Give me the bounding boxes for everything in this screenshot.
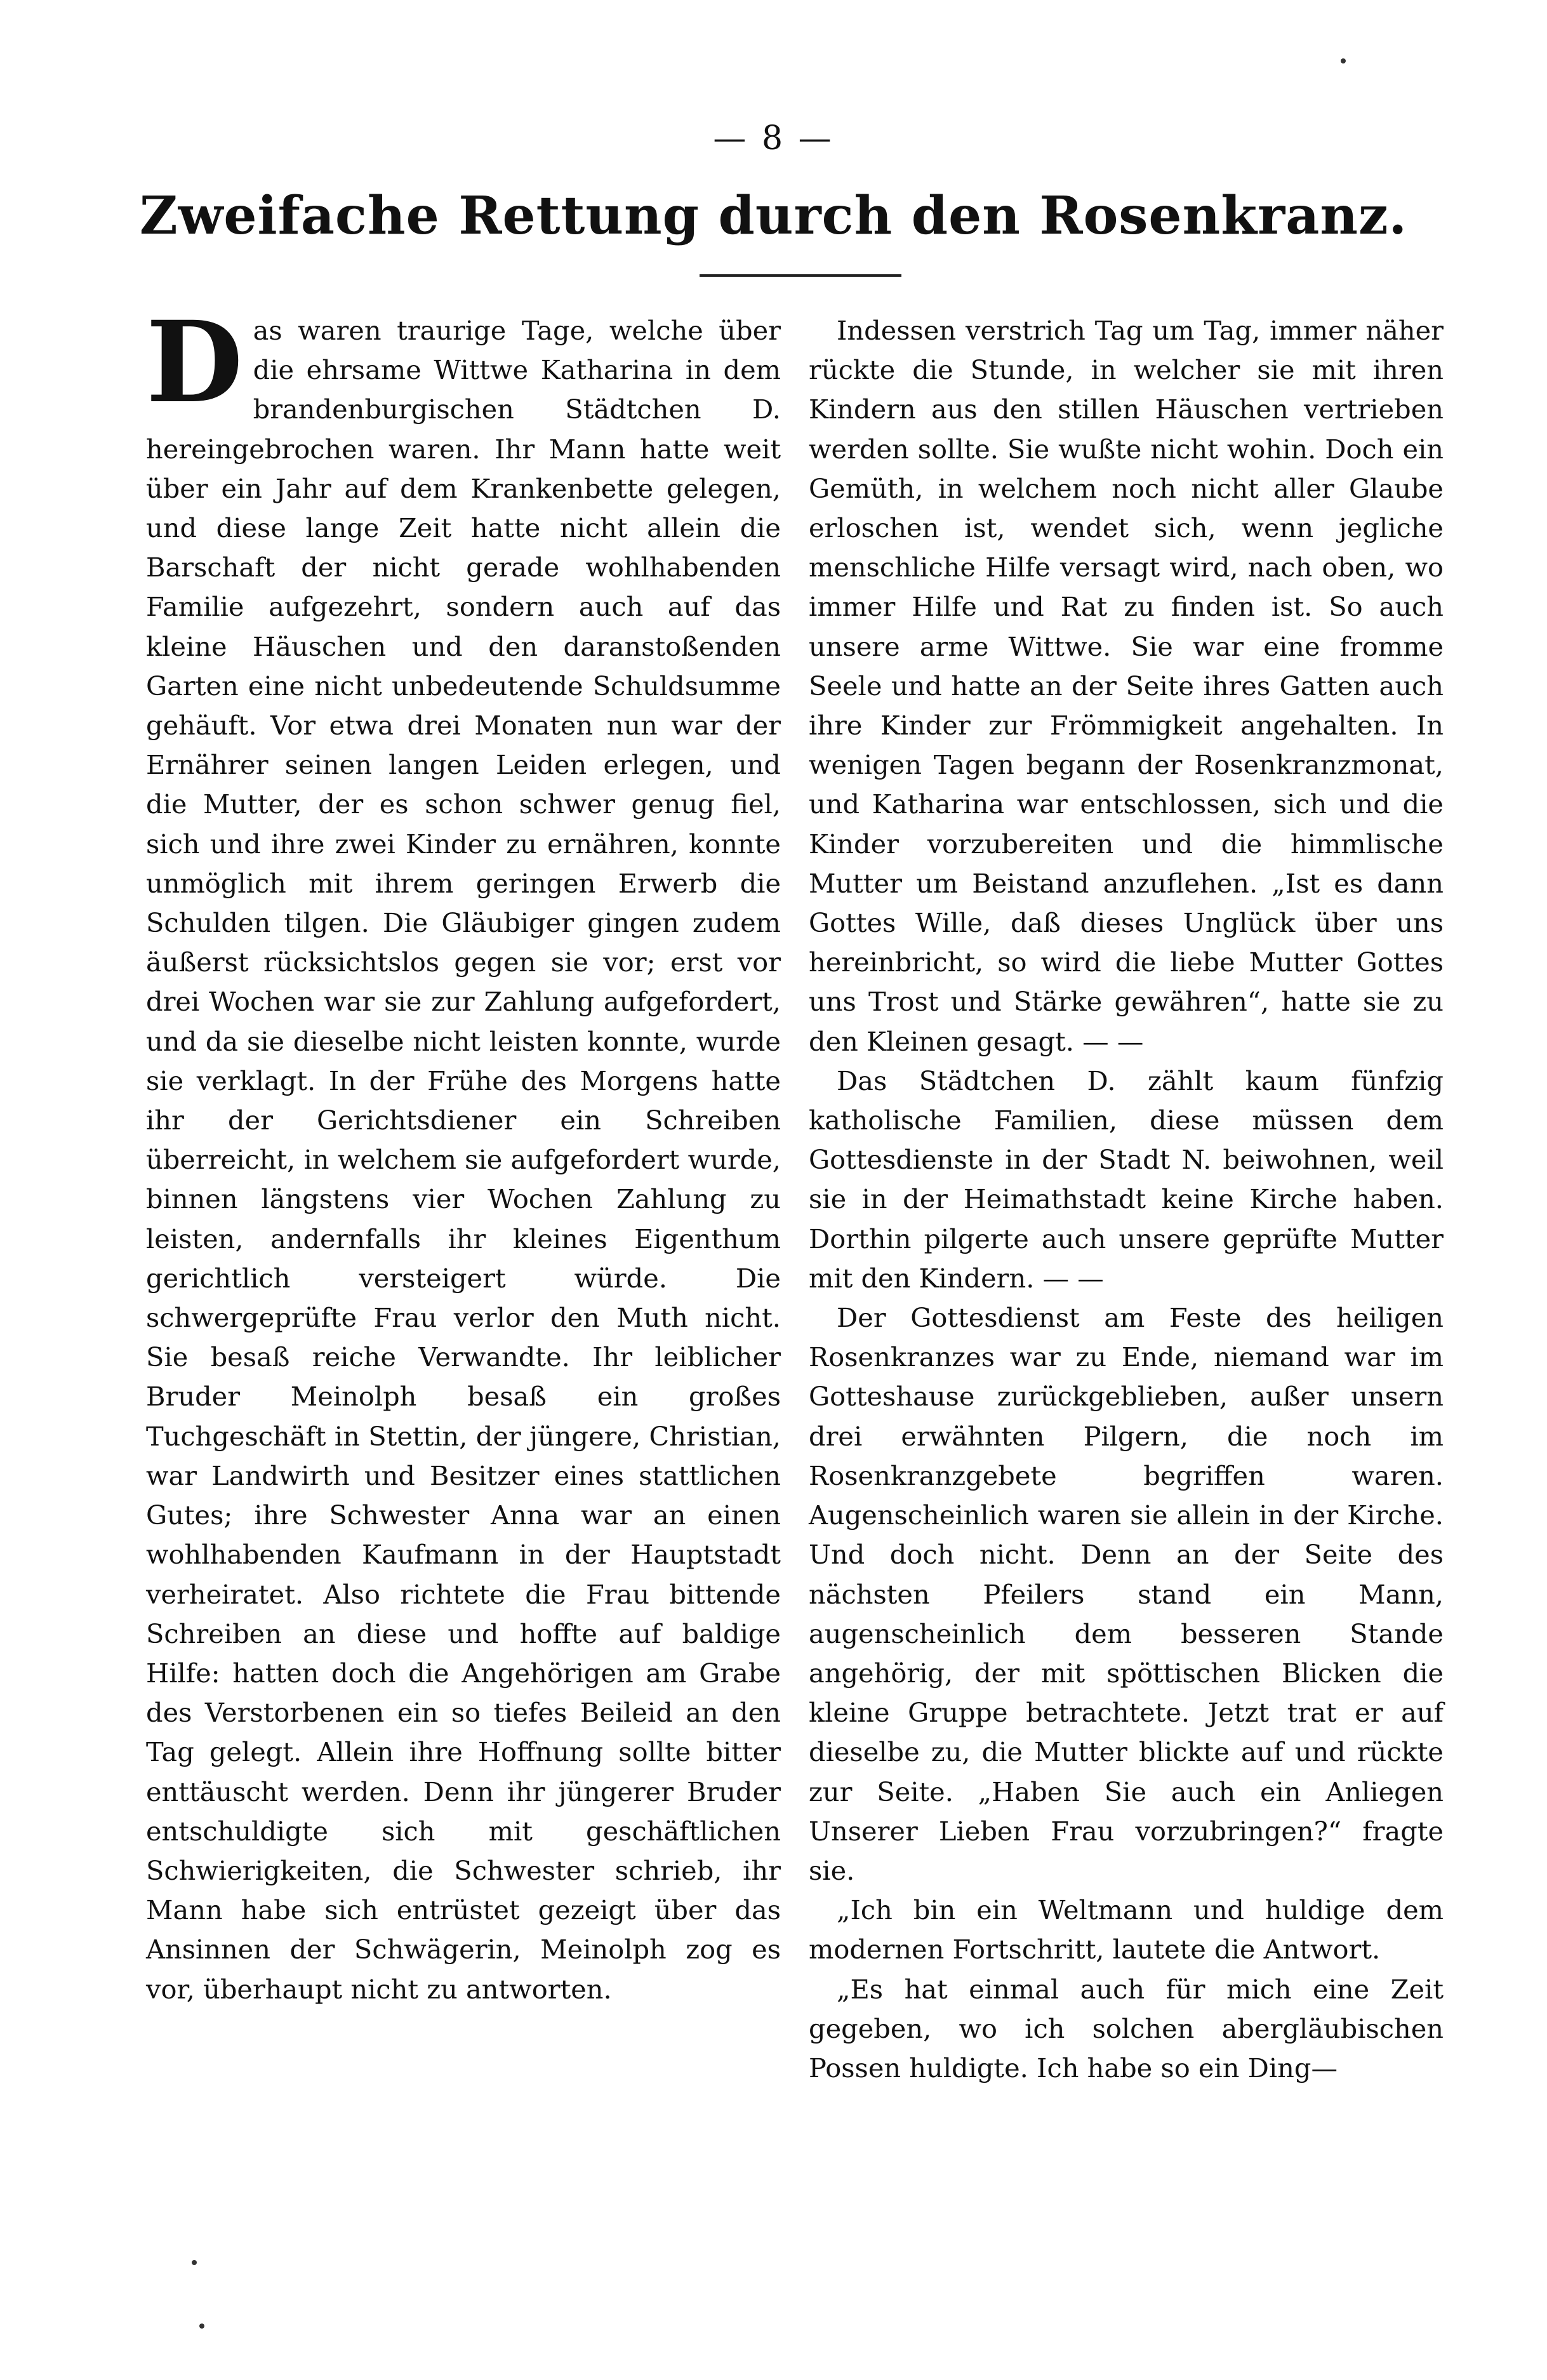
print-speck	[1341, 58, 1346, 63]
right-paragraph-3: Der Gottesdienst am Feste des heiligen Rosenkranzes war zu Ende, niemand war im Gotteshause zurückgeblieben, außer unsern drei erwähnten Pilgern, die noch im Rosenkranzgebete begriffen waren. Augenscheinlich waren sie allein in der Kirche. Und doch nicht. Denn an der Seite des nächsten Pfeilers stand ein Mann, augenscheinlich dem besseren Stande angehörig, der mit spöttischen Blicken die kleine Gruppe betrachtete. Jetzt trat er auf dieselbe zu, die Mutter blickte auf und rückte zur Seite. „Haben Sie auch ein Anliegen Unserer Lieben Frau vorzubringen?“ fragte sie.	[809, 1302, 1444, 1886]
right-paragraph-2: Das Städtchen D. zählt kaum fünfzig katholische Familien, diese müssen dem Gottesdienste in der Stadt N. beiwohnen, weil sie in der Heimathstadt keine Kirche haben. Dorthin pilgerte auch unsere geprüfte Mutter mit den Kindern. — —	[809, 1065, 1444, 1294]
print-speck	[192, 2260, 197, 2265]
right-paragraph-4: „Ich bin ein Weltmann und huldige dem modernen Fortschritt, lautete die Antwort.	[809, 1894, 1444, 1965]
right-paragraph-1: Indessen verstrich Tag um Tag, immer näher rückte die Stunde, in welcher sie mit ihren Kindern aus den stillen Häuschen vertrieben werden sollte. Sie wußte nicht wohin. Doch ein Gemüth, in welchem noch nicht aller Glaube erloschen ist, wendet sich, wenn jegliche menschliche Hilfe versagt wird, nach oben, wo immer Hilfe und Rat zu finden ist. So auch unsere arme Wittwe. Sie war eine fromme Seele und hatte an der Seite ihres Gatten auch ihre Kinder zur Frömmigkeit angehalten. In wenigen Tagen begann der Rosenkranzmonat, und Katharina war entschlossen, sich und die Kinder vorzubereiten und die himmlische Mutter um Beistand anzuflehen. „Ist es dann Gottes Wille, daß dieses Unglück über uns hereinbricht, so wird die liebe Mutter Gottes uns Trost und Stärke gewähren“, hatte sie zu den Kleinen gesagt. — —	[809, 315, 1444, 1057]
print-speck	[199, 2323, 204, 2329]
left-paragraph	[146, 296, 781, 2009]
page-number: — 8 —	[713, 119, 834, 157]
left-column	[146, 296, 781, 2009]
left-paragraph-text: as waren traurige Tage, welche über die ehrsame Wittwe Katharina in dem brandenburgischen Städtchen D. hereingebrochen waren. Ihr Mann hatte weit über ein Jahr auf dem Krankenbette gelegen, und diese lange Zeit hatte nicht allein die Barschaft der nicht gerade wohlhabenden Familie aufgezehrt, sondern auch auf das kleine Häuschen und den daranstoßenden Garten eine nicht unbedeutende Schuldsumme gehäuft. Vor etwa drei Monaten nun war der Ernährer seinen langen Leiden erlegen, und die Mutter, der es schon schwer genug fiel, sich und ihre zwei Kinder zu ernähren, konnte unmöglich mit ihrem geringen Erwerb die Schulden tilgen. Die Gläubiger gingen zudem äußerst rücksichtslos gegen sie vor; erst vor drei Wochen war sie zur Zahlung aufgefordert, und da sie dieselbe nicht leisten konnte, wurde sie verklagt. In der Frühe des Morgens hatte ihr der Gerichtsdiener ein Schreiben überreicht, in welchem sie aufgefordert wurde, binnen längstens vier Wochen Zahlung zu leisten, andernfalls ihr kleines Eigenthum gerichtlich versteigert würde. Die schwergeprüfte Frau verlor den Muth nicht. Sie besaß reiche Verwandte. Ihr leiblicher Bruder Meinolph besaß ein großes Tuchgeschäft in Stettin, der jüngere, Christian, war Landwirth und Besitzer eines stattlichen Gutes; ihre Schwester Anna war an einen wohlhabenden Kaufmann in der Hauptstadt verheiratet. Also richtete die Frau bittende Schreiben an diese und hoffte auf baldige Hilfe: hatten doch die Angehörigen am Grabe des Verstorbenen ein so tiefes Beileid an den Tag gelegt. Allein ihre Hoffnung sollte bitter enttäuscht werden. Denn ihr jüngerer Bruder entschuldigte sich mit geschäftlichen Schwierigkeiten, die Schwester schrieb, ihr Mann habe sich entrüstet gezeigt über das Ansinnen der Schwägerin, Meinolph zog es vor, überhaupt nicht zu antworten.	[146, 315, 781, 2005]
title-divider	[700, 274, 901, 277]
drop-cap: D	[146, 296, 243, 428]
right-column	[809, 311, 1444, 2088]
page-title: Zweifache Rettung durch den Rosenkranz.	[139, 185, 1408, 246]
right-paragraph-5: „Es hat einmal auch für mich eine Zeit gegeben, wo ich solchen abergläubischen Possen huldigte. Ich habe so ein Ding—	[809, 1973, 1444, 2084]
